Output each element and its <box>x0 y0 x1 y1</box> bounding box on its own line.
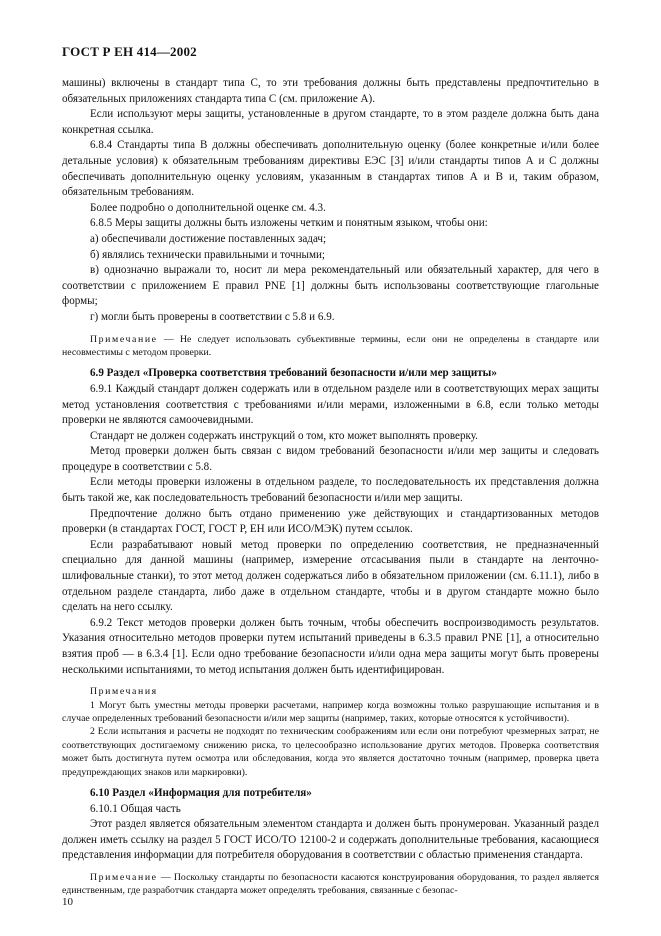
note-3 <box>62 871 599 898</box>
note-1 <box>62 333 599 360</box>
paragraph-6-10-1: 6.10.1 Общая часть <box>90 802 181 815</box>
page-number: 10 <box>62 896 73 908</box>
paragraph: Более подробно о дополнительной оценке см. 4.3. <box>90 201 326 214</box>
paragraph: Если используют меры защиты, установленные в другом стандарте, то в этом разделе должна быть дана конкретная ссылка. <box>62 108 599 136</box>
list-item-b: б) являлись технически правильными и точными; <box>90 248 326 261</box>
paragraph: Если методы проверки изложены в отдельном разделе, то последовательность их представления должна быть такой же, как последовательность требований безопасности и/или мер защиты. <box>62 476 599 505</box>
page-header: ГОСТ Р ЕН 414—2002 <box>62 44 197 59</box>
note-text: — Не следует использовать субъективные термины, если они не определены в стандарте или несовместимы с методом проверки. <box>62 333 599 358</box>
note-text: — Поскольку стандарты по безопасности касаются конструирования оборудования, то раздел является единственным, где разработчик стандарта может определять требования, связанные с безопас- <box>62 872 599 897</box>
paragraph: Стандарт не должен содержать инструкций о том, кто может выполнять проверку. <box>90 429 478 442</box>
note-label: Примечание <box>90 333 158 345</box>
paragraph-6-8-4: 6.8.4 Стандарты типа В должны обеспечивать дополнительную оценку (более конкретные и/или более детальные условия) к обязательным требованиям директивы ЕЭС [3] и/или стандарты типов А и С должны обеспечивать дополнительную оценку условиям, указанным в стандартах типов А и В и, таким образом, обязательным требованиям. <box>62 139 599 199</box>
section-heading-6-9: 6.9 Раздел «Проверка соответствия требований безопасности и/или мер защиты» <box>90 367 497 380</box>
paragraph-6-9-2: 6.9.2 Текст методов проверки должен быть точным, чтобы обеспечить воспроизводимость результатов. Указания относительно методов проверки путем испытаний приведены в 6.3.5 правил PNE [1], а относительно взятия проб — в 6.3.4 [1]. Если одно требование безопасности и/или одна мера защиты могут быть проверены несколькими испытаниями, то метод испытания должен быть идентифицирован. <box>62 616 599 676</box>
paragraph-6-9-1: 6.9.1 Каждый стандарт должен содержать или в отдельном разделе или в соответствующих мерах защиты метод установления соответствия с требованиями и/или мерами, изложенными в 6.8, если только методы проверки не являются самоочевидными. <box>62 382 599 427</box>
paragraph-6-8-5: 6.8.5 Меры защиты должны быть изложены четким и понятным языком, чтобы они: <box>90 217 488 230</box>
paragraph: Если разрабатывают новый метод проверки по определению соответствия, не предназначенный специально для данной машины (например, измерение отсасывания пыли в стандарте на ленточно-шлифовальные станки), то этот метод должен содержаться либо в обязательном приложении (см. 6.11.1), либо в отдельном разделе стандарта, либо даже в отдельном стандарте, чтобы и в другом стандарте можно было сделать на него ссылку. <box>62 538 599 614</box>
note-item-1: 1 Могут быть уместны методы проверки расчетами, например когда возможны только разрушающие испытания и в случае определенных требований безопасности и/или мер защиты (например, таких, которые относятся к устойчивости). <box>62 699 599 724</box>
list-item-c: в) однозначно выражали то, носит ли мера рекомендательный или обязательный характер, для чего в соответствии с приложением Е правил PNE [1] должны быть использованы соответствующие глагольные формы; <box>62 264 599 308</box>
section-heading-6-10: 6.10 Раздел «Информация для потребителя» <box>90 787 312 800</box>
page-body <box>62 76 599 898</box>
paragraph: Предпочтение должно быть отдано применению уже действующих и стандартизованных методов проверки (в стандартах ГОСТ, ГОСТ Р, ЕН или ИСО/МЭК) путем ссылок. <box>62 507 599 536</box>
notes-heading: Примечания <box>90 686 158 698</box>
note-item-2: 2 Если испытания и расчеты не подходят по техническим соображениям или если они потребуют чрезмерных затрат, не соответствующих достигаемому снижению риска, то целесообразно использование других методов. Проверка соответствия может быть достигнута путем осмотра или обследования, когда это является достаточно точным (например, проверка цвета предупреждающих знаков или маркировки). <box>62 726 599 778</box>
paragraph: Метод проверки должен быть связан с видом требований безопасности и/или мер защиты и следовать процедуре в соответствии с 5.8. <box>62 445 599 473</box>
note-label: Примечание <box>90 872 158 883</box>
list-item-a: а) обеспечивали достижение поставленных задач; <box>90 232 327 245</box>
paragraph: Этот раздел является обязательным элементом стандарта и должен быть пронумерован. Указанный раздел должен иметь ссылку на раздел 5 ГОСТ ИСО/ТО 12100-2 и содержать дополнительные требования, касающиеся представления информации для потребителя оборудования в соответствии с областью применения стандарта. <box>62 818 599 862</box>
list-item-d: г) могли быть проверены в соответствии с 5.8 и 6.9. <box>90 310 335 323</box>
paragraph: машины) включены в стандарт типа С, то эти требования должны быть представлены предпочтительно в обязательных приложениях стандарта типа С (см. приложение А). <box>62 77 599 105</box>
